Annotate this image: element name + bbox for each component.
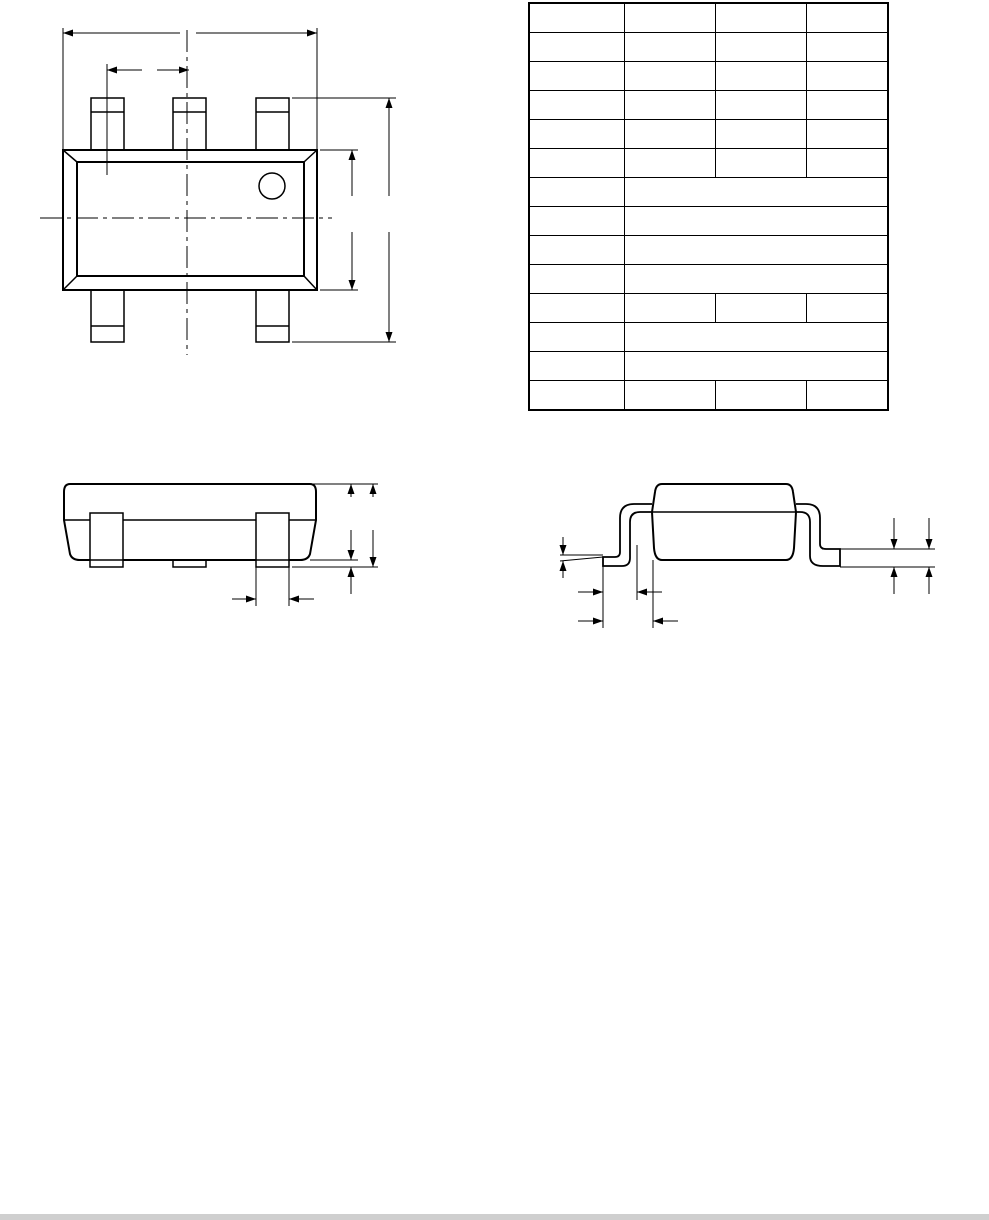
table-row — [529, 352, 888, 381]
table-cell — [715, 91, 806, 120]
table-cell — [806, 294, 888, 323]
table-cell — [529, 3, 624, 33]
table-cell — [529, 381, 624, 411]
table-cell — [624, 91, 715, 120]
table-cell — [715, 149, 806, 178]
table-row — [529, 323, 888, 352]
table-cell — [624, 3, 715, 33]
table-cell — [529, 265, 624, 294]
table-cell — [715, 62, 806, 91]
table-cell — [624, 265, 888, 294]
table-cell — [624, 236, 888, 265]
table-row — [529, 265, 888, 294]
table-cell — [624, 178, 888, 207]
table-cell — [806, 149, 888, 178]
table-row — [529, 294, 888, 323]
table-cell — [715, 294, 806, 323]
table-row — [529, 149, 888, 178]
table-cell — [806, 120, 888, 149]
table-cell — [529, 62, 624, 91]
lead-angle-dimension — [560, 537, 603, 578]
table-cell — [624, 352, 888, 381]
table-cell — [529, 91, 624, 120]
table-cell — [806, 62, 888, 91]
table-cell — [529, 294, 624, 323]
footer-bar — [0, 1214, 989, 1220]
table-cell — [806, 33, 888, 62]
table-cell — [624, 207, 888, 236]
table-row — [529, 236, 888, 265]
table-cell — [624, 294, 715, 323]
table-cell — [529, 352, 624, 381]
end-body-outline — [652, 484, 796, 560]
table-cell — [806, 381, 888, 411]
bottom-pin-right — [256, 290, 289, 342]
table-row — [529, 3, 888, 33]
table-cell — [529, 323, 624, 352]
table-cell — [624, 120, 715, 149]
table-row — [529, 381, 888, 411]
table-cell — [624, 149, 715, 178]
dimension-table — [528, 2, 889, 411]
side-lead-right — [256, 513, 289, 567]
table-cell — [624, 323, 888, 352]
table-cell — [529, 178, 624, 207]
top-view — [40, 28, 396, 355]
table-cell — [715, 120, 806, 149]
table-cell — [529, 149, 624, 178]
end-view — [560, 484, 935, 628]
body-height-dimension — [320, 150, 358, 290]
table-cell — [806, 91, 888, 120]
table-row — [529, 120, 888, 149]
table-cell — [624, 62, 715, 91]
side-lead-left — [90, 513, 123, 567]
table-row — [529, 33, 888, 62]
table-cell — [529, 236, 624, 265]
side-lead-center — [173, 560, 206, 567]
table-cell — [715, 3, 806, 33]
table-cell — [529, 120, 624, 149]
table-row — [529, 207, 888, 236]
bottom-pin-left — [91, 290, 124, 342]
package-body-top — [63, 150, 317, 290]
side-view — [64, 484, 378, 606]
table-cell — [529, 207, 624, 236]
table-cell — [624, 33, 715, 62]
table-cell — [715, 33, 806, 62]
top-pin-2 — [173, 98, 206, 151]
lead-thickness-dimension — [822, 518, 935, 594]
table-row — [529, 178, 888, 207]
table-row — [529, 91, 888, 120]
end-lead-left — [603, 504, 652, 566]
table-cell — [624, 381, 715, 411]
end-lead-right — [796, 504, 840, 566]
table-cell — [806, 3, 888, 33]
package-thickness-dimension — [292, 484, 378, 594]
table-cell — [529, 33, 624, 62]
top-pin-3 — [256, 98, 289, 151]
table-row — [529, 62, 888, 91]
lead-width-dimension — [232, 567, 314, 606]
table-cell — [715, 381, 806, 411]
